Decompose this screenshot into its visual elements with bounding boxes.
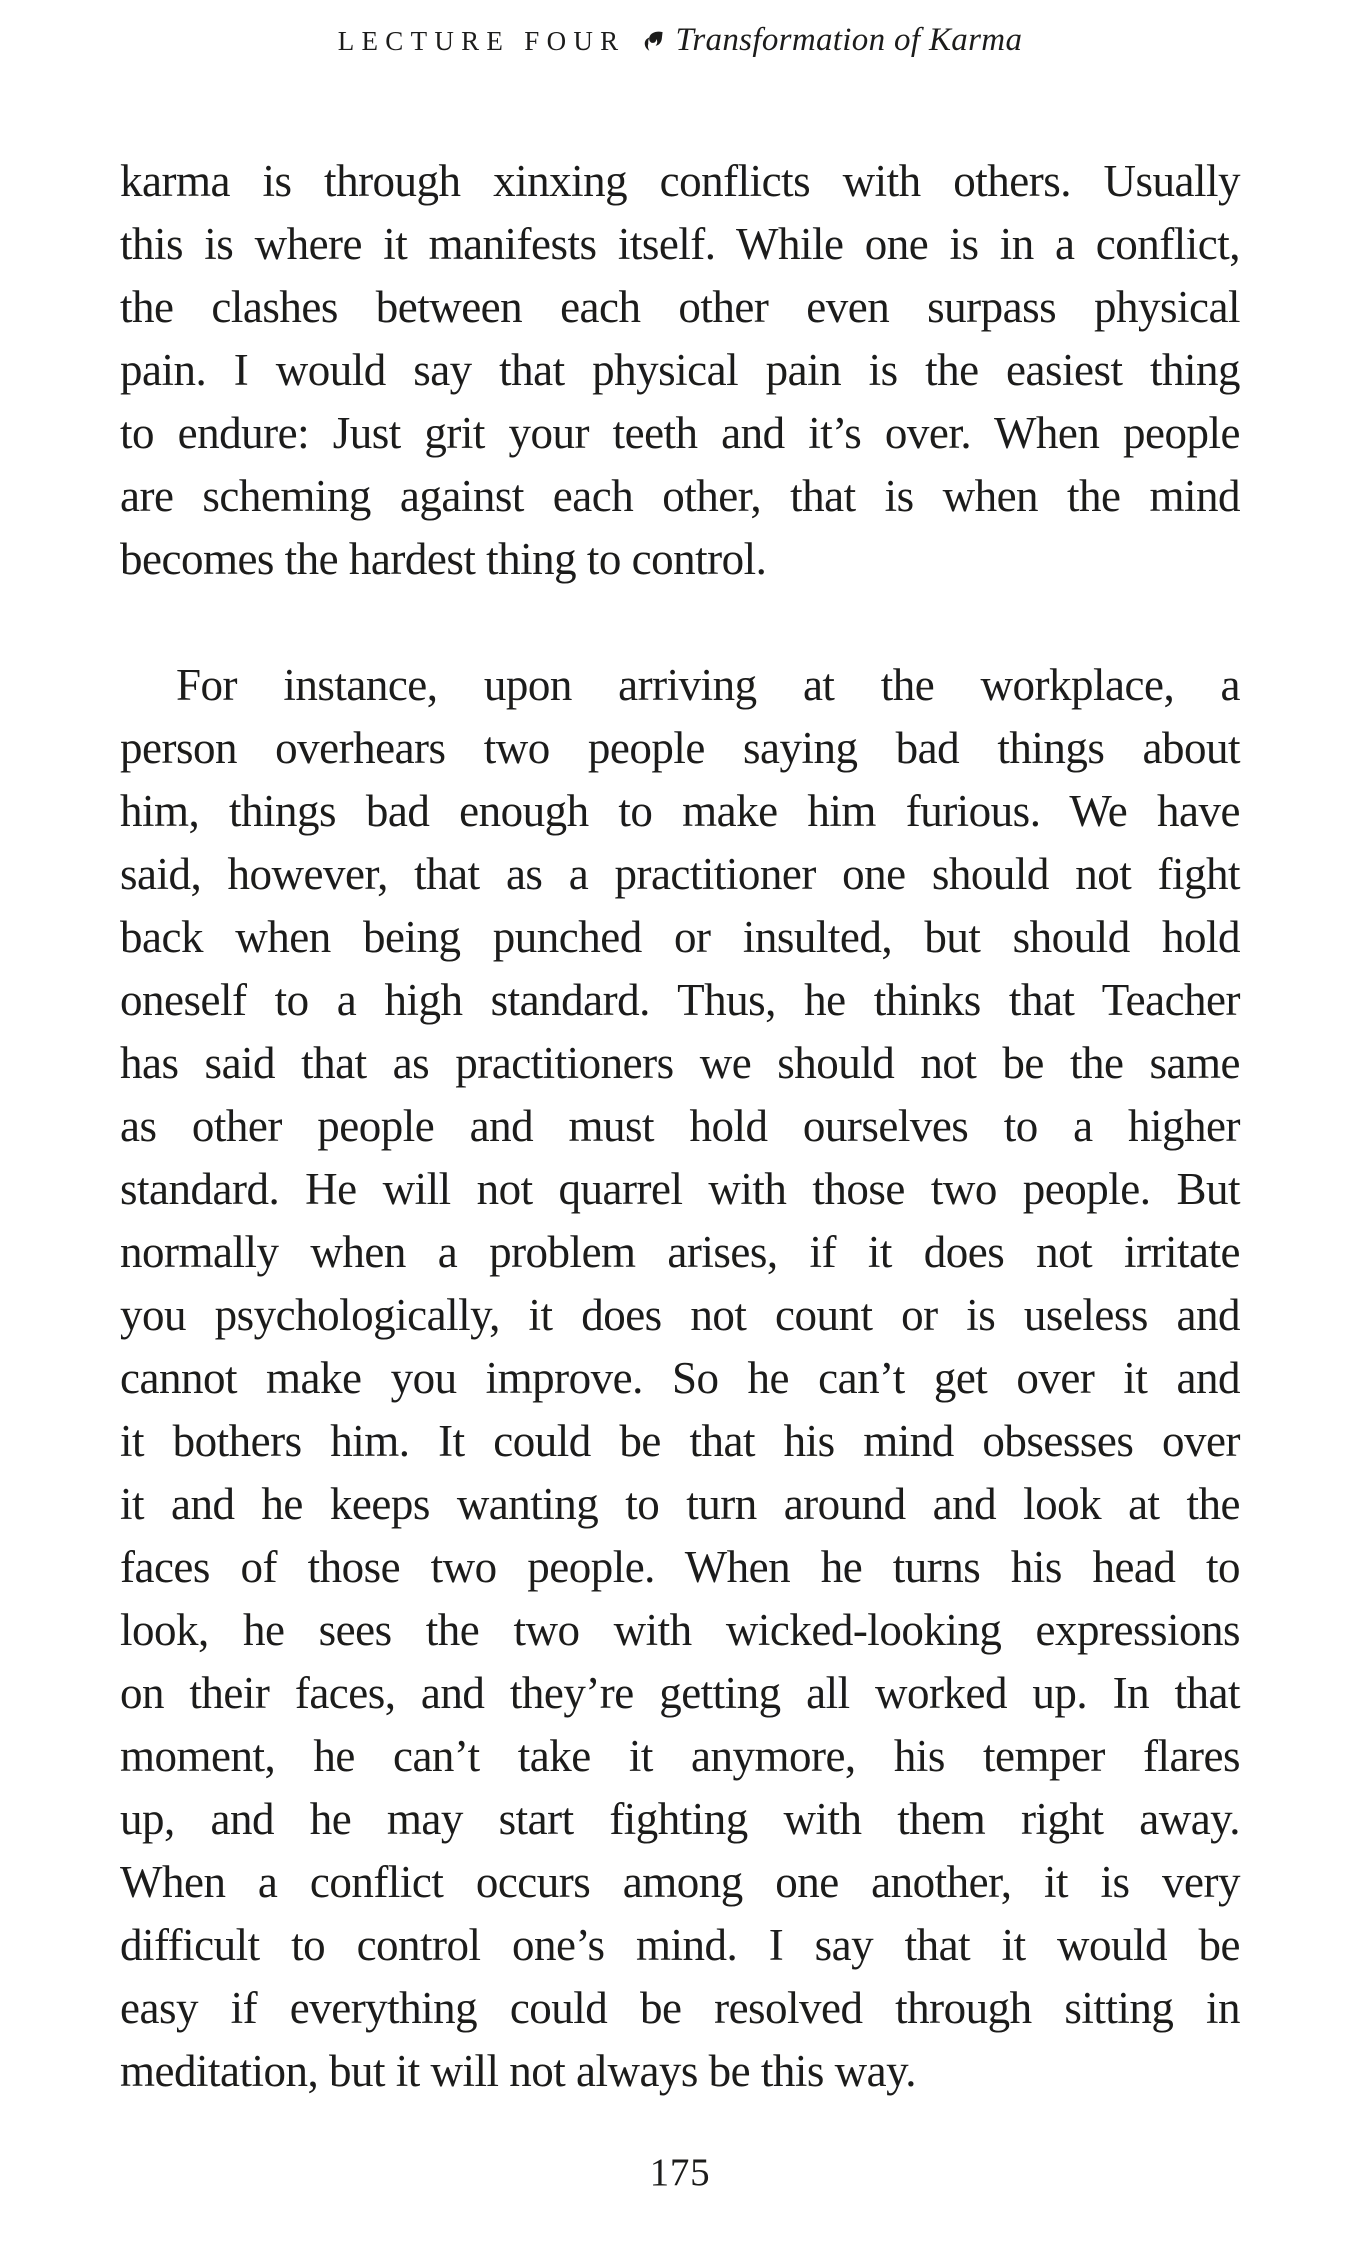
chapter-title: Transformation of Karma	[675, 22, 1023, 58]
text-line: as other people and must hold ourselves to a higher	[120, 1101, 1240, 1151]
text-line: look, he sees the two with wicked-looking expressions	[120, 1605, 1240, 1655]
text-line: are scheming against each other, that is when the mind	[120, 471, 1240, 521]
text-line: pain. I would say that physical pain is the easiest thing	[120, 345, 1240, 395]
text-line: cannot make you improve. So he can’t get over it and	[120, 1353, 1240, 1403]
text-line: becomes the hardest thing to control.	[120, 534, 767, 584]
paragraph-gap	[120, 591, 1240, 654]
aldus-leaf-icon	[641, 29, 665, 58]
text-line: For instance, upon arriving at the workplace, a	[176, 660, 1240, 710]
text-line: oneself to a high standard. Thus, he thinks that Teacher	[120, 975, 1240, 1025]
running-header	[0, 22, 1360, 59]
text-line: to endure: Just grit your teeth and it’s over. When people	[120, 408, 1240, 458]
text-line: it and he keeps wanting to turn around and look at the	[120, 1479, 1240, 1529]
text-line: karma is through xinxing conflicts with others. Usually	[120, 156, 1240, 206]
text-line: easy if everything could be resolved through sitting in	[120, 1983, 1240, 2033]
text-line: him, things bad enough to make him furious. We have	[120, 786, 1240, 836]
text-line: When a conflict occurs among one another, it is very	[120, 1857, 1240, 1907]
text-line: difficult to control one’s mind. I say that it would be	[120, 1920, 1240, 1970]
text-line: back when being punched or insulted, but should hold	[120, 912, 1240, 962]
section-label: LECTURE FOUR	[337, 26, 626, 56]
page-number: 175	[649, 2151, 711, 2194]
text-line: has said that as practitioners we should not be the same	[120, 1038, 1240, 1088]
text-line: moment, he can’t take it anymore, his temper flares	[120, 1731, 1240, 1781]
text-line: normally when a problem arises, if it does not irritate	[120, 1227, 1240, 1277]
body-text	[120, 150, 1240, 2103]
text-line: it bothers him. It could be that his mind obsesses over	[120, 1416, 1240, 1466]
text-line: standard. He will not quarrel with those two people. But	[120, 1164, 1240, 1214]
text-line: faces of those two people. When he turns his head to	[120, 1542, 1240, 1592]
text-line: on their faces, and they’re getting all worked up. In that	[120, 1668, 1240, 1718]
text-line: up, and he may start fighting with them right away.	[120, 1794, 1240, 1844]
text-line: person overhears two people saying bad things about	[120, 723, 1240, 773]
text-line: said, however, that as a practitioner one should not fight	[120, 849, 1240, 899]
text-line: the clashes between each other even surpass physical	[120, 282, 1240, 332]
text-line: this is where it manifests itself. While one is in a conflict,	[120, 219, 1240, 269]
text-line: you psychologically, it does not count or is useless and	[120, 1290, 1240, 1340]
text-line: meditation, but it will not always be this way.	[120, 2046, 916, 2096]
